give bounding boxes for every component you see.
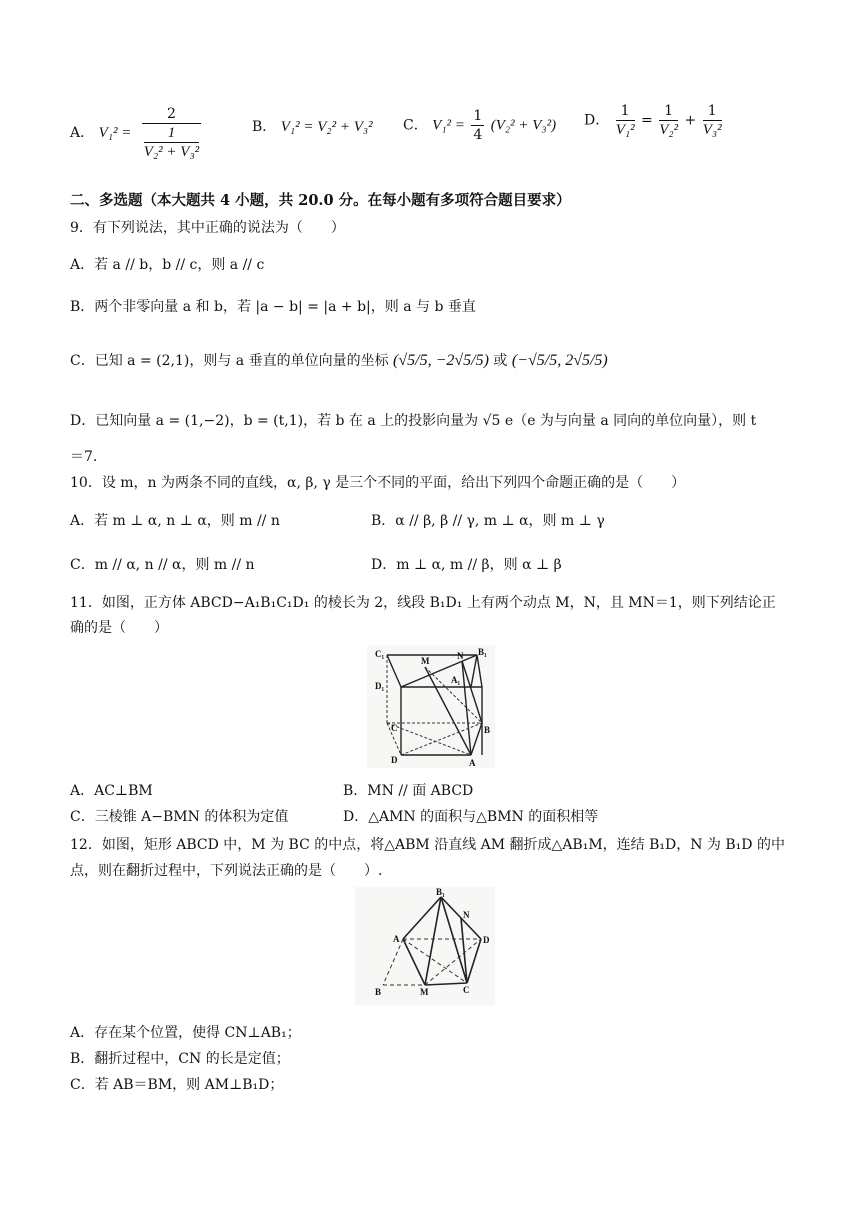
q10-stem: 10．设 m，n 为两条不同的直线，α, β, γ 是三个不同的平面，给出下列四个命题正确的是（ ）: [70, 475, 686, 491]
q8-d-right-num: 1: [703, 102, 722, 121]
fold-label-d: D: [483, 935, 490, 945]
q8-d-mid-fraction: [659, 102, 678, 139]
q9-c-text: C．已知 a = (2,1)，则与 a 垂直的单位向量的坐标: [70, 353, 389, 369]
cube-label-a1: A₁: [451, 675, 461, 685]
q9-c-vector-2: (−√5/5, 2√5/5): [511, 352, 608, 369]
q8-d-left-fraction: [616, 102, 635, 139]
q9-option-c: [70, 350, 608, 370]
q11-option-c: C．三棱锥 A−BMN 的体积为定值: [70, 809, 289, 825]
q10-option-a: A．若 m ⊥ α, n ⊥ α，则 m // n: [70, 513, 280, 529]
q8-b-label: B．: [252, 119, 277, 135]
q12-option-b: B．翻折过程中，CN 的长是定值；: [70, 1051, 290, 1067]
cube-label-m: M: [421, 656, 430, 666]
cube-label-b1: B₁: [478, 647, 487, 657]
cube-label-b: B: [484, 725, 491, 735]
q9-stem: 9．有下列说法，其中正确的说法为（ ）: [70, 220, 345, 236]
fold-label-b: B: [375, 987, 382, 997]
q8-d-mid-den: V₂²: [659, 122, 679, 138]
cube-label-d1: D₁: [375, 681, 385, 691]
fold-figure: [355, 887, 495, 1005]
q8-a-fraction: [142, 105, 201, 161]
q8-d-mid-num: 1: [659, 102, 678, 121]
q8-a-label: A．: [70, 125, 95, 141]
q12-option-a: A．存在某个位置，使得 CN⊥AB₁；: [70, 1025, 301, 1041]
q8-c-den: 4: [473, 127, 483, 143]
fold-label-m: M: [420, 987, 429, 997]
cube-label-a: A: [469, 758, 476, 768]
q12-option-c: C．若 AB＝BM，则 AM⊥B₁D；: [70, 1077, 284, 1093]
q8-option-b: [252, 116, 373, 136]
q8-option-a: [70, 105, 203, 161]
q9-c-vector-1: (√5/5, −2√5/5): [393, 352, 489, 369]
q8-d-right-fraction: [703, 102, 722, 139]
q8-a-inner-fraction: [144, 124, 199, 161]
cube-label-c1: C₁: [375, 649, 385, 659]
fold-label-a: A: [393, 934, 400, 944]
q10-option-d: D．m ⊥ α, m // β，则 α ⊥ β: [371, 557, 562, 573]
q9-option-d-line1: D．已知向量 a = (1,−2)，b = (t,1)，若 b 在 a 上的投影向量为 √5 e（e 为与向量 a 同向的单位向量），则 t: [70, 413, 757, 429]
q11-stem-line1: 11．如图，正方体 ABCD−A₁B₁C₁D₁ 的棱长为 2，线段 B₁D₁ 上有两个动点 M，N，且 MN＝1，则下列结论正: [70, 595, 776, 611]
fold-label-c: C: [463, 985, 470, 995]
fold-diagram: [355, 887, 495, 1005]
q8-d-left-num: 1: [616, 102, 635, 121]
q8-b-expr: V₁² = V₂² + V₃²: [280, 119, 373, 135]
cube-label-n: N: [457, 651, 464, 661]
q9-option-a: A．若 a // b，b // c，则 a // c: [70, 257, 265, 273]
q8-option-c: [403, 107, 556, 144]
fold-label-n: N: [463, 910, 470, 920]
section2-heading: 二、多选题（本大题共 4 小题，共 20.0 分。在每小题有多项符合题目要求）: [70, 192, 571, 209]
q12-stem-line2: 点，则在翻折过程中，下列说法正确的是（ ）.: [70, 863, 383, 879]
q8-c-label: C．: [403, 117, 428, 134]
q8-d-right-den: V₃²: [702, 122, 722, 138]
cube-diagram: [367, 645, 495, 768]
q9-option-d-line2: ＝7.: [70, 449, 98, 465]
q8-c-fraction: [471, 107, 484, 144]
q11-option-a: A．AC⊥BM: [70, 783, 153, 799]
cube-label-c: C: [391, 723, 398, 733]
q11-stem-line2: 确的是（ ）: [70, 620, 168, 636]
q9-option-b: B．两个非零向量 a 和 b，若 |a − b| = |a + b|，则 a 与 b 垂直: [70, 299, 476, 315]
cube-figure: [367, 645, 495, 768]
fold-label-b1: B₁: [436, 887, 445, 897]
q8-c-num: 1: [473, 108, 483, 124]
q8-d-left-den: V₁²: [615, 122, 635, 138]
q8-a-lhs: V₁² =: [98, 125, 132, 141]
q9-c-or: 或: [493, 353, 508, 369]
q11-option-d: D．△AMN 的面积与△BMN 的面积相等: [343, 809, 599, 825]
q8-option-d: D． $\frac{1}{\text{V₁²}}$ = $\frac{1}{\text{V₂²}}$ + $\frac{1}{\text{V₃²}}$: [584, 103, 722, 138]
q12-stem-line1: 12．如图，矩形 ABCD 中，M 为 BC 的中点，将△ABM 沿直线 AM 翻折成△AB₁M，连结 B₁D，N 为 B₁D 的中: [70, 837, 785, 853]
q8-a-den: [142, 124, 201, 161]
q8-d-label: D．: [584, 112, 610, 129]
q10-option-c: C．m // α, n // α，则 m // n: [70, 557, 255, 573]
q11-option-b: B．MN // 面 ABCD: [343, 783, 474, 799]
q8-a-inner-den: V₂² + V₃²: [143, 144, 200, 160]
q10-option-b: B．α // β, β // γ, m ⊥ α，则 m ⊥ γ: [371, 513, 605, 529]
q8-a-inner-num: 1: [144, 124, 199, 143]
q8-c-lhs: V₁² =: [432, 117, 465, 134]
q8-a-num: 2: [142, 105, 201, 124]
q8-c-rhs: (V₂² + V₃²): [490, 117, 557, 134]
cube-label-d: D: [391, 755, 398, 765]
